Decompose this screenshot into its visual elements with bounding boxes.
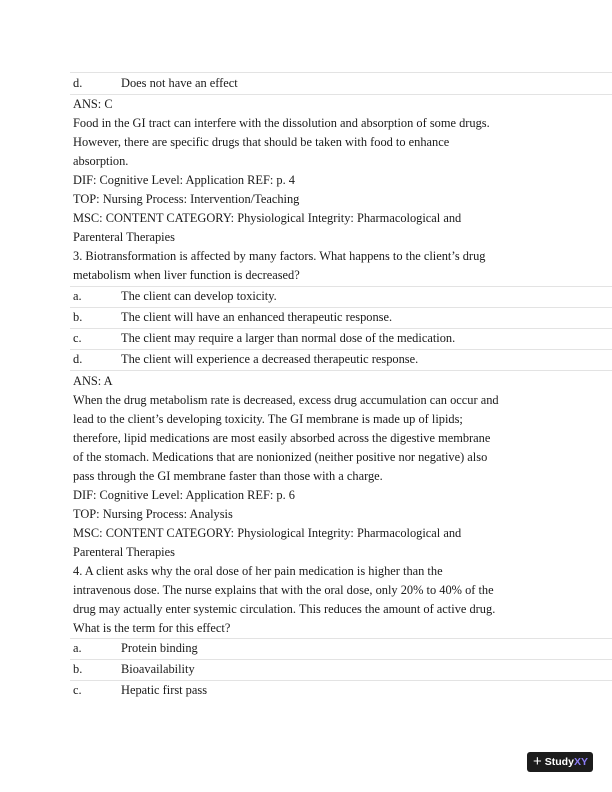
option-text: The client may require a larger than normal dose of the medication. — [121, 331, 456, 345]
msc-line: MSC: CONTENT CATEGORY: Physiological Integrity: Pharmacological and — [73, 526, 462, 540]
q3-answer-block — [73, 372, 548, 638]
badge-xy-text: XY — [573, 756, 588, 768]
option-divider — [70, 72, 612, 73]
badge-study-text: Study — [544, 756, 574, 768]
option-letter: d. — [73, 76, 83, 90]
rationale-line: Food in the GI tract can interfere with the dissolution and absorption of some drugs. — [73, 116, 490, 130]
option-text: Bioavailability — [121, 662, 195, 676]
topic-line: TOP: Nursing Process: Intervention/Teaching — [73, 192, 300, 206]
option-text: The client will have an enhanced therapeutic response. — [121, 310, 393, 324]
rationale-line: pass through the GI membrane faster than those with a charge. — [73, 469, 383, 483]
rationale-line: When the drug metabolism rate is decreased, excess drug accumulation can occur and — [73, 393, 499, 407]
studyxy-badge[interactable] — [527, 752, 593, 772]
question-stem: What is the term for this effect? — [73, 621, 231, 635]
difficulty-line: DIF: Cognitive Level: Application REF: p. 4 — [73, 173, 295, 187]
option-divider — [70, 370, 612, 371]
msc-line: Parenteral Therapies — [73, 230, 175, 244]
rationale-line: absorption. — [73, 154, 129, 168]
question-stem: drug may actually enter systemic circulation. This reduces the amount of active drug. — [73, 602, 496, 616]
difficulty-line: DIF: Cognitive Level: Application REF: p. 6 — [73, 488, 295, 502]
question-stem: intravenous dose. The nurse explains that with the oral dose, only 20% to 40% of the — [73, 583, 494, 597]
rationale-line: of the stomach. Medications that are nonionized (neither positive nor negative) also — [73, 450, 488, 464]
option-letter: d. — [73, 352, 83, 366]
option-letter: b. — [73, 662, 83, 676]
rationale-line: However, there are specific drugs that should be taken with food to enhance — [73, 135, 450, 149]
topic-line: TOP: Nursing Process: Analysis — [73, 507, 233, 521]
q2-answer-block — [73, 95, 548, 285]
option-text: Hepatic first pass — [121, 683, 208, 697]
option-text: The client will experience a decreased therapeutic response. — [121, 352, 419, 366]
option-letter: a. — [73, 641, 82, 655]
option-letter: b. — [73, 310, 83, 324]
question-stem: 4. A client asks why the oral dose of her pain medication is higher than the — [73, 564, 443, 578]
msc-line: Parenteral Therapies — [73, 545, 175, 559]
option-letter: c. — [73, 331, 82, 345]
answer-key: ANS: A — [73, 374, 113, 388]
question-stem: metabolism when liver function is decreased? — [73, 268, 300, 282]
rationale-line: lead to the client’s developing toxicity. The GI membrane is made up of lipids; — [73, 412, 463, 426]
option-letter: a. — [73, 289, 82, 303]
option-text: The client can develop toxicity. — [121, 289, 277, 303]
rationale-line: therefore, lipid medications are most easily absorbed across the digestive membrane — [73, 431, 491, 445]
option-letter: c. — [73, 683, 82, 697]
option-text: Does not have an effect — [121, 76, 238, 90]
msc-line: MSC: CONTENT CATEGORY: Physiological Integrity: Pharmacological and — [73, 211, 462, 225]
answer-key: ANS: C — [73, 97, 113, 111]
badge-brand-text — [545, 756, 588, 768]
plus-icon: + — [533, 753, 542, 770]
option-text: Protein binding — [121, 641, 198, 655]
question-stem: 3. Biotransformation is affected by many factors. What happens to the client’s drug — [73, 249, 486, 263]
